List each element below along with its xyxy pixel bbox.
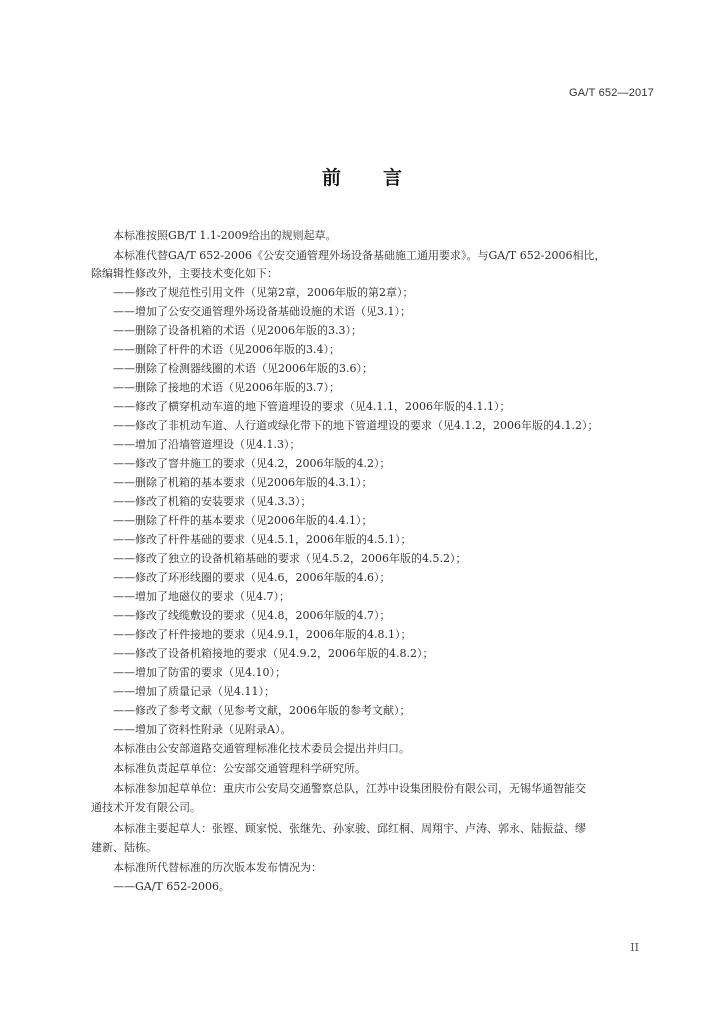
body-line: 本标准代替GA/T 652-2006《公安交通管理外场设备基础施工通用要求》。与GA/T 652-2006相比， [113,249,606,262]
standard-code: GA/T 652—2017 [569,87,654,99]
title-char-1: 前 [321,167,341,189]
change-item: ——删除了接地的术语（见2006年版的3.7）； [113,381,340,394]
change-item: ——修改了杆件接地的要求（见4.9.1，2006年版的4.8.1）； [113,628,412,641]
body-line: 本标准负责起草单位：公安部交通管理科学研究所。 [113,762,366,775]
change-item: ——修改了规范性引用文件（见第2章，2006年版的第2章）； [113,286,414,299]
change-item: ——修改了线缆敷设的要求（见4.8，2006年版的4.7）； [113,609,391,622]
change-item: ——删除了杆件的基本要求（见2006年版的4.4.1）； [113,514,373,527]
body-line: 除编辑性修改外，主要技术变化如下： [91,267,278,280]
change-item: ——增加了公安交通管理外场设备基础设施的术语（见3.1）； [113,305,411,318]
change-item: ——修改了窨井施工的要求（见4.2，2006年版的4.2）； [113,457,391,470]
change-item: ——删除了设备机箱的术语（见2006年版的3.3）； [113,324,362,337]
change-item: ——增加了质量记录（见4.11）； [113,685,275,698]
body-line: 本标准主要起草人：张铿、顾家悦、张继先、孙家骏、邱红桐、周翔宇、卢涛、郭永、陆振益、缪 [113,822,586,835]
title-char-2: 言 [383,167,403,189]
change-item: ——增加了防雷的要求（见4.10）； [113,666,286,679]
body-line: 建新、陆栋。 [91,841,157,854]
change-item: ——修改了环形线圈的要求（见4.6，2006年版的4.6）； [113,571,391,584]
body-line: 本标准按照GB/T 1.1-2009给出的规则起草。 [113,229,337,242]
change-item: ——增加了地磁仪的要求（见4.7）； [113,590,290,603]
change-item: ——修改了横穿机动车道的地下管道埋设的要求（见4.1.1，2006年版的4.1.1）； [113,400,511,413]
body-line: ——GA/T 652-2006。 [113,880,230,893]
change-item: ——删除了检测器线圈的术语（见2006年版的3.6）； [113,362,373,375]
change-item: ——修改了设备机箱接地的要求（见4.9.2，2006年版的4.8.2）； [113,647,434,660]
change-item: ——修改了非机动车道、人行道或绿化带下的地下管道埋设的要求（见4.1.2，2006年版的4.1.2）； [113,419,599,432]
change-item: ——增加了资料性附录（见附录A）。 [113,723,292,736]
change-item: ——修改了独立的设备机箱基础的要求（见4.5.2，2006年版的4.5.2）； [113,552,467,565]
body-line: 通技术开发有限公司。 [91,801,201,814]
change-item: ——删除了杆件的术语（见2006年版的3.4）； [113,343,340,356]
page-title [0,163,724,190]
change-item: ——删除了机箱的基本要求（见2006年版的4.3.1）； [113,476,373,489]
body-line: 本标准所代替标准的历次版本发布情况为： [113,861,322,874]
change-item: ——修改了杆件基础的要求（见4.5.1，2006年版的4.5.1）； [113,533,412,546]
body-line: 本标准参加起草单位：重庆市公安局交通警察总队，江苏中设集团股份有限公司，无锡华通智能交 [113,782,586,795]
body-line: 本标准由公安部道路交通管理标准化技术委员会提出并归口。 [113,742,410,755]
change-item: ——修改了机箱的安装要求（见4.3.3）； [113,495,312,508]
change-item: ——修改了参考文献（见参考文献，2006年版的参考文献）； [113,704,411,717]
change-item: ——增加了沿墙管道埋设（见4.1.3）； [113,438,301,451]
page-number: II [630,941,639,954]
